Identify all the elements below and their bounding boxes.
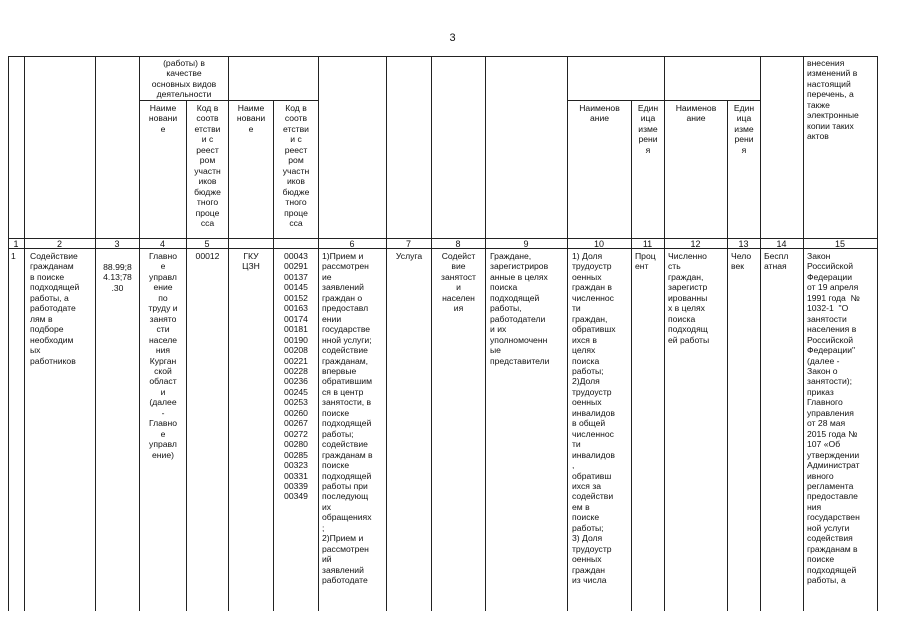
header-indicator-name: Наименов ание	[675, 103, 717, 124]
table-border	[139, 100, 319, 101]
activity-sphere: Содейст вие занятост и населен ия	[441, 251, 476, 314]
service-type: Услуга	[395, 251, 423, 261]
quality-unit: Проц ент	[635, 251, 656, 272]
payment-terms: Беспл атная	[764, 251, 789, 272]
table-border	[228, 56, 229, 611]
okved-codes: 88.99;8 4.13;78 .30	[103, 262, 132, 293]
table-border	[803, 56, 804, 611]
table-border	[760, 56, 761, 611]
table-border	[95, 56, 96, 611]
header-activity-type: (работы) в качестве основных видов деятельности	[151, 58, 217, 100]
page-number: 3	[449, 32, 456, 44]
institution-codes: 00043 00291 00137 00145 00152 00163 00174 00181 00190 00208 00221 00228 00236 00245 00253 00260 00267 00272 00280 00285 00323 00331 00339 00349	[284, 251, 308, 502]
institution-name: ГКУ ЦЗН	[242, 251, 260, 272]
table-border	[431, 56, 432, 611]
table-border	[664, 56, 665, 611]
service-content: 1)Прием и рассмотрен ие заявлений граждан о предоставл ении государстве нной услуги; содействие гражданам, впервые обратившим ся в центр занятости, в поиске подходящей работы; содействие гражданам в поиске подходящей работы при последующ их обращениях ; 2)Прием и рассмотрен ий заявлений работодате	[322, 251, 373, 586]
table-border	[8, 56, 878, 57]
volume-indicators: Численно сть граждан, зарегистр ированны х в целях поиска подходящ ей работы	[668, 251, 710, 345]
header-registry-code: Код в соотв етстви и с реест ром участн иков бюдже тного проце сса	[282, 103, 310, 228]
service-name: Содействие гражданам в поиске подходящей работы, а работодате лям в подборе необходим ых работников	[30, 251, 80, 366]
header-unit: Един ица изме рени я	[637, 103, 659, 155]
table-border	[567, 56, 568, 611]
column-number: 7	[405, 239, 411, 249]
column-number: 10	[593, 239, 604, 249]
table-border	[631, 100, 632, 611]
table-border	[24, 56, 25, 611]
legal-acts: Закон Российской Федерации от 19 апреля 1991 года № 1032-1 "О занятости населения в Российской Федерации" (далее - Закон о занятости); приказ Главного управления от 28 мая 2015 года № 107 «Об утверждении Администрат ивного регламента предоставле ния государствен ной услуги содействия гражданам в поиске подходящей работы, а	[807, 251, 860, 586]
header-acts-copies: внесения изменений в настоящий перечень, а также электронные копии таких актов	[807, 58, 859, 142]
column-number: 11	[642, 239, 653, 249]
table-border	[8, 56, 9, 611]
authority-code: 00012	[195, 251, 220, 261]
table-border	[877, 56, 878, 611]
header-indicator-name: Наименов ание	[579, 103, 620, 124]
column-number: 2	[56, 239, 62, 249]
volume-unit: Чело век	[731, 251, 752, 272]
table-border	[318, 56, 319, 611]
header-name: Наиме новани е	[148, 103, 178, 134]
header-unit: Един ица изме рени я	[733, 103, 755, 155]
column-number: 14	[776, 239, 787, 249]
column-number: 13	[738, 239, 749, 249]
table-border	[485, 56, 486, 611]
column-number: 15	[834, 239, 845, 249]
header-registry-code: Код в соотв етстви и с реест ром участн иков бюдже тного проце сса	[194, 103, 221, 228]
row-number: 1	[11, 251, 16, 261]
column-number: 4	[159, 239, 165, 249]
table-border	[567, 100, 761, 101]
authority-name: Главно е управл ение по труду и занято сти населе ния Курган ской област и (далее - Главно е управл ение)	[148, 251, 178, 460]
column-number: 6	[349, 239, 355, 249]
column-number: 12	[690, 239, 701, 249]
column-number: 3	[114, 239, 120, 249]
quality-indicators: 1) Доля трудоустр оенных граждан в численнос ти граждан, обратившх ихся в целях поиска работы; 2)Доля трудоустр оенных инвалидов в общей численнос ти инвалидов , обративш ихся за содействи ем в поиске работы; 3) Доля трудоустр оенных граждан из числа	[572, 251, 616, 586]
column-number: 1	[13, 239, 19, 249]
column-number: 9	[523, 239, 529, 249]
column-number: 5	[204, 239, 210, 249]
consumer-category: Граждане, зарегистриров анные в целях поиска подходящей работы, работодатели и их уполномоченн ые представители	[490, 251, 550, 366]
table-border	[386, 56, 387, 611]
column-number: 8	[455, 239, 461, 249]
header-name: Наиме новани е	[236, 103, 266, 134]
table-border	[727, 100, 728, 611]
